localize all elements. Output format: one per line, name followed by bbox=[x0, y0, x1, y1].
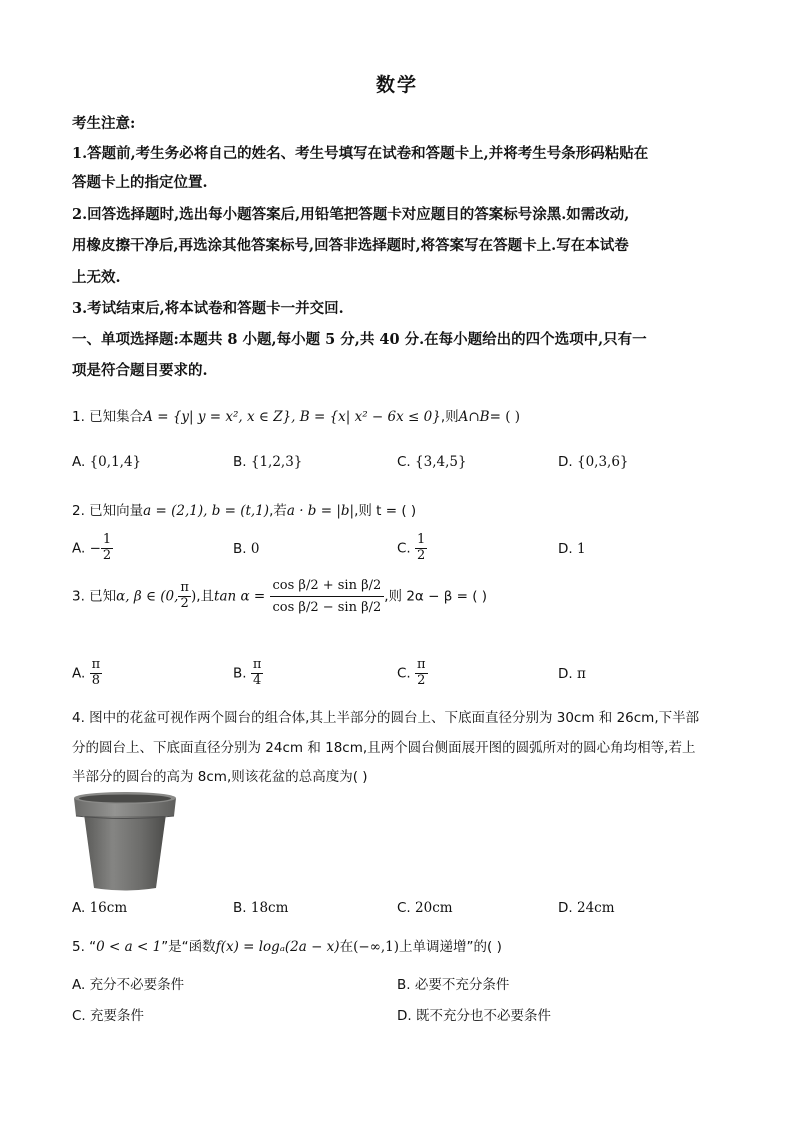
notice-item1-line1: 1.答题前,考生务必将自己的姓名、考生号填写在试卷和答题卡上,并将考生号条形码粘贴在 bbox=[72, 145, 649, 162]
q5-mid2: 在 bbox=[339, 939, 354, 955]
q5-prefix: 5. “ bbox=[72, 939, 97, 955]
notice-item2-line2: 用橡皮擦干净后,再选涂其他答案标号,回答非选择题时,将答案写在答题卡上.写在本试卷 bbox=[72, 237, 629, 254]
q3-tan: tan α = bbox=[214, 588, 266, 605]
notice-item2-line1: 2.回答选择题时,选出每小题答案后,用铅笔把答题卡对应题目的答案标号涂黑.如需改动, bbox=[72, 206, 630, 223]
q3-option-d: D. π bbox=[558, 666, 586, 682]
q5-interval: (−∞,1) bbox=[353, 939, 400, 955]
notice-item1-line2: 答题卡上的指定位置. bbox=[72, 174, 208, 191]
notice-item2-line3: 上无效. bbox=[72, 269, 121, 286]
question-3: 3. 已知α, β ∈ (0, $\frac{\pi}{2}$ ),且tan α = $\frac{\text{cos β/2 + sin β/2}}{\text{cos β/2 − sin β/2}}$ ,则 2α − β = ( ) bbox=[72, 578, 488, 615]
section1-line1: 一、单项选择题:本题共 8 小题,每小题 5 分,共 40 分.在每小题给出的四个选项中,只有一 bbox=[72, 331, 647, 348]
question-1 bbox=[72, 405, 520, 425]
q3-option-a: A. $\frac{\pi}{8}$ bbox=[72, 657, 101, 688]
flower-pot-image bbox=[72, 790, 178, 892]
q1-option-b: B. {1,2,3} bbox=[233, 454, 303, 470]
q2-option-d: D. 1 bbox=[558, 541, 586, 557]
q3-prefix: 3. 已知 bbox=[72, 588, 117, 605]
q1-set-b: , B = {x| x² − 6x ≤ 0} bbox=[291, 409, 441, 425]
q4-option-c: C. 20cm bbox=[397, 900, 453, 916]
q4-option-d: D. 24cm bbox=[558, 900, 615, 916]
q1-option-c: C. {3,4,5} bbox=[397, 454, 467, 470]
q5-option-a: A. 充分不必要条件 bbox=[72, 977, 185, 993]
section1-line2: 项是符合题目要求的. bbox=[72, 362, 208, 379]
q4-line1: 4. 图中的花盆可视作两个圆台的组合体,其上半部分的圆台上、下底面直径分别为 30cm 和 26cm,下半部 bbox=[72, 710, 700, 726]
q4-line3: 半部分的圆台的高为 8cm,则该花盆的总高度为( ) bbox=[72, 769, 368, 785]
q1-option-d: D. {0,3,6} bbox=[558, 454, 629, 470]
question-2 bbox=[72, 499, 416, 519]
q2-condition: a · b = |b| bbox=[286, 503, 355, 519]
q3-tail: ,则 2α − β = ( ) bbox=[384, 588, 488, 605]
q5-function: f(x) = logₐ(2a − x) bbox=[215, 939, 340, 955]
q5-tail: 上单调递增”的( ) bbox=[399, 939, 502, 955]
q5-mid: ”是“函数 bbox=[161, 939, 216, 955]
q2-option-c: C. $\frac{1}{2}$ bbox=[397, 532, 426, 563]
q1-option-a: A. {0,1,4} bbox=[72, 454, 142, 470]
notice-item3: 3.考试结束后,将本试卷和答题卡一并交回. bbox=[72, 300, 344, 317]
q2-tail: ,则 t = ( ) bbox=[354, 503, 417, 519]
q1-mid: ,则 bbox=[440, 409, 459, 425]
q5-condition: 0 < a < 1 bbox=[96, 939, 162, 955]
q4-option-a: A. 16cm bbox=[72, 900, 128, 916]
q2-option-a: A. − $\frac{1}{2}$ bbox=[72, 532, 112, 563]
q5-option-b: B. 必要不充分条件 bbox=[397, 977, 510, 993]
q4-line2: 分的圆台上、下底面直径分别为 24cm 和 18cm,且两个圆台侧面展开图的圆弧所对的圆心角均相等,若上 bbox=[72, 740, 696, 756]
q1-tail: = ( ) bbox=[489, 409, 521, 425]
q3-fraction: $\frac{\text{cos β/2 + sin β/2}}{\text{cos β/2 − sin β/2}}$ bbox=[270, 578, 385, 615]
q5-option-c: C. 充要条件 bbox=[72, 1008, 145, 1024]
q5-option-d: D. 既不充分也不必要条件 bbox=[397, 1008, 551, 1024]
notice-heading: 考生注意: bbox=[72, 115, 136, 132]
q1-expr: A∩B bbox=[458, 409, 490, 425]
q1-prefix: 1. 已知集合 bbox=[72, 409, 144, 425]
q3-option-b: B. $\frac{\pi}{4}$ bbox=[233, 657, 262, 688]
q3-vars: α, β ∈ (0, bbox=[116, 588, 179, 605]
q2-mid: ,若 bbox=[269, 503, 287, 519]
question-5 bbox=[72, 935, 502, 955]
q4-option-b: B. 18cm bbox=[233, 900, 289, 916]
page-title: 数学 bbox=[375, 74, 418, 96]
q3-mid: ,且 bbox=[196, 588, 215, 605]
q3-option-c: C. $\frac{\pi}{2}$ bbox=[397, 657, 426, 688]
q2-option-b: B. 0 bbox=[233, 541, 260, 557]
q2-prefix: 2. 已知向量 bbox=[72, 503, 144, 519]
q2-vectors: a = (2,1), b = (t,1) bbox=[143, 503, 270, 519]
q1-set-a: A = {y| y = x², x ∈ Z} bbox=[143, 409, 292, 425]
